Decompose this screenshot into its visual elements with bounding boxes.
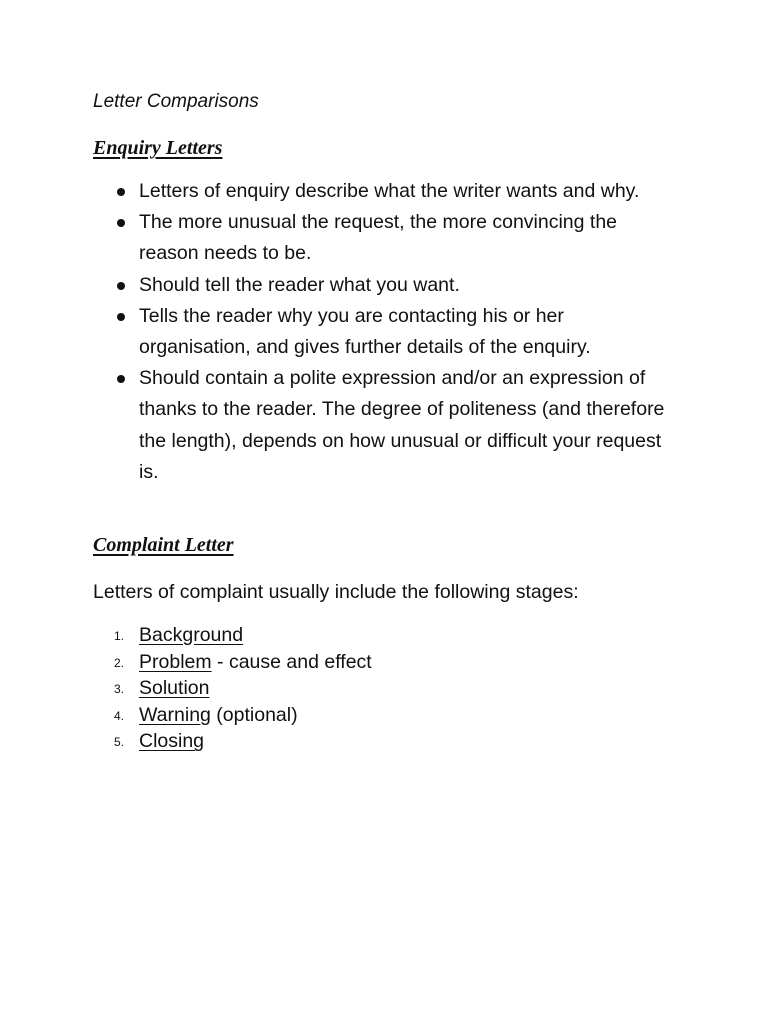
bullet-item (93, 270, 679, 301)
document-title: Letter Comparisons (93, 91, 259, 112)
stage-note: (optional) (210, 703, 298, 726)
complaint-intro: Letters of complaint usually include the following stages: (93, 581, 579, 603)
bullet-text: Tells the reader why you are contacting his or her organisation, and gives further details of the enquiry. (139, 304, 591, 359)
bullet-icon (117, 375, 125, 383)
bullet-item (93, 176, 679, 207)
bullet-item (93, 363, 679, 488)
bullet-icon (117, 313, 125, 321)
stage-name: Problem (139, 650, 212, 673)
bullet-text: Should tell the reader what you want. (139, 273, 460, 296)
enquiry-bullet-list (93, 176, 693, 488)
stage-note: - cause and effect (211, 650, 372, 673)
stage-number: 5. (114, 735, 125, 750)
stage-number: 2. (114, 655, 125, 670)
bullet-text: The more unusual the request, the more convincing the reason needs to be. (139, 211, 618, 265)
stage-item (93, 702, 372, 729)
bullet-item (93, 207, 679, 269)
bullet-icon (117, 219, 125, 227)
stage-item (93, 649, 372, 676)
bullet-icon (117, 188, 125, 196)
stage-number: 3. (114, 682, 125, 697)
stage-item (93, 622, 372, 649)
bullet-text: Should contain a polite expression and/or an expression of thanks to the reader. The degree of politeness (and therefore the length), depends on how unusual or difficult your request is. (139, 367, 665, 483)
bullet-item (93, 301, 679, 363)
stage-name: Solution (139, 677, 210, 700)
stage-number: 4. (114, 708, 125, 723)
stage-item (93, 675, 372, 702)
bullet-icon (117, 282, 125, 290)
complaint-heading: Complaint Letter (93, 534, 234, 556)
bullet-text: Letters of enquiry describe what the writer wants and why. (139, 180, 640, 202)
stage-name: Closing (139, 730, 205, 753)
enquiry-heading: Enquiry Letters (93, 137, 223, 159)
stage-item (93, 728, 372, 755)
stage-name: Background (139, 624, 244, 646)
stage-number: 1. (114, 629, 125, 643)
stage-name: Warning (139, 703, 211, 726)
complaint-stage-list (93, 622, 372, 755)
